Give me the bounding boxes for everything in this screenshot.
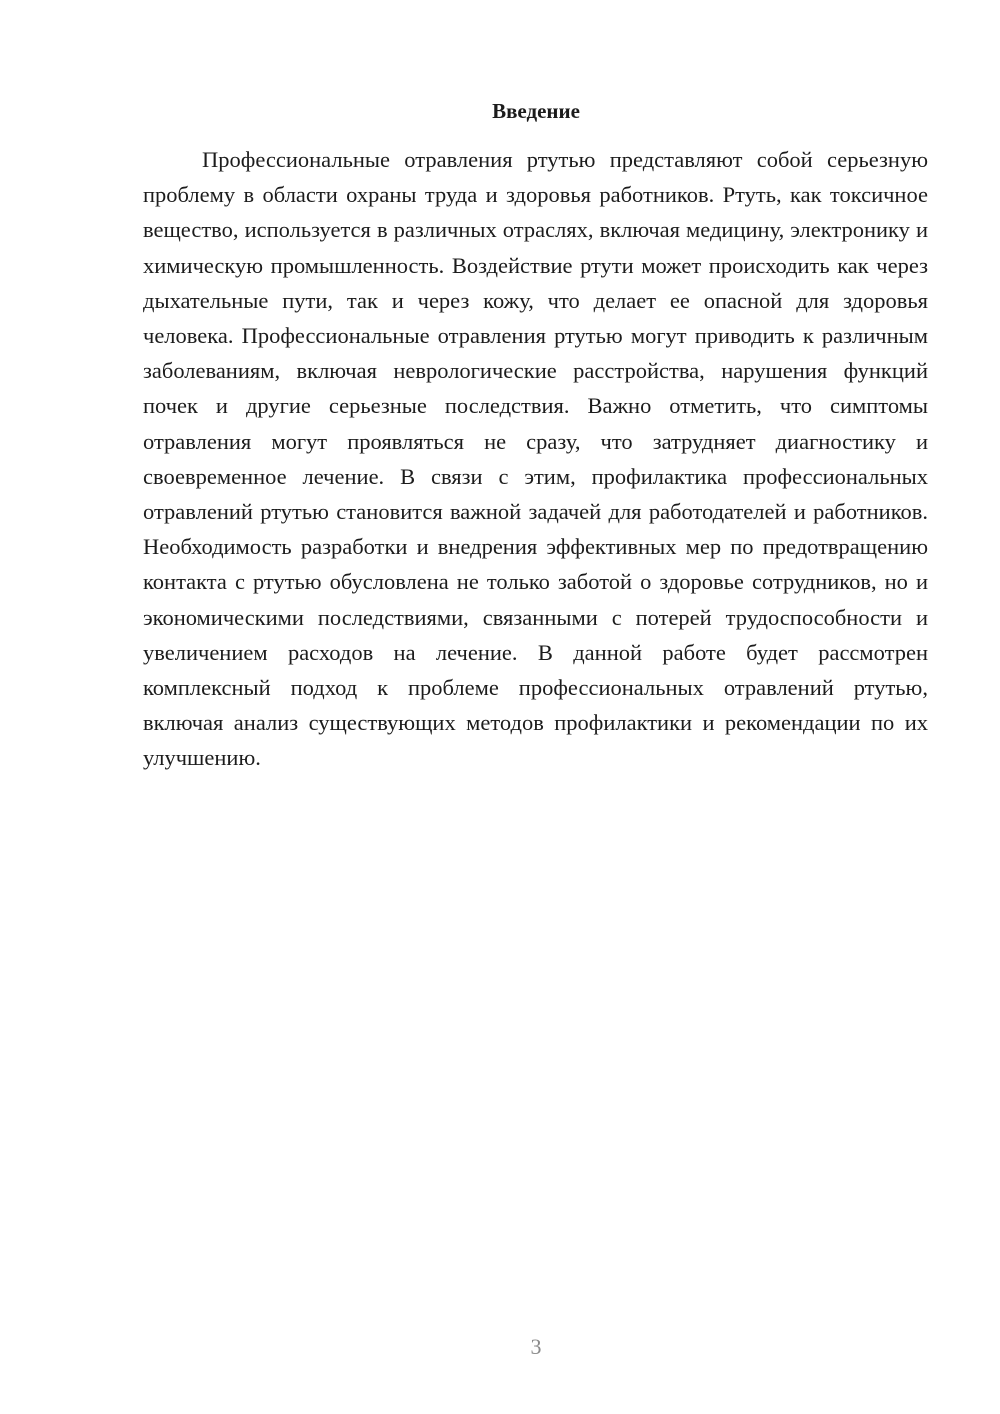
body-paragraph: Профессиональные отравления ртутью представляют собой серьезную проблему в области охраны труда и здоровья работников. Ртуть, как токсичное вещество, используется в различных отраслях, включая медицину, электронику и химическую промышленность. Воздействие ртути может происходить как через дыхательные пути, так и через кожу, что делает ее опасной для здоровья человека. Профессиональные отравления ртутью могут приводить к различным заболеваниям, включая неврологические расстройства, нарушения функций почек и другие серьезные последствия. Важно отметить, что симптомы отравления могут проявляться не сразу, что затрудняет диагностику и своевременное лечение. В связи с этим, профилактика профессиональных отравлений ртутью становится важной задачей для работодателей и работников. Необходимость разработки и внедрения эффективных мер по предотвращению контакта с ртутью обусловлена не только заботой о здоровье сотрудников, но и экономическими последствиями, связанными с потерей трудоспособности и увеличением расходов на лечение. В данной работе будет рассмотрен комплексный подход к проблеме профессиональных отравлений ртутью, включая анализ существующих методов профилактики и рекомендации по их улучшению. bbox=[143, 147, 928, 771]
page-number: 3 bbox=[530, 1334, 542, 1359]
section-heading: Введение bbox=[492, 99, 580, 123]
document-body bbox=[143, 142, 928, 776]
